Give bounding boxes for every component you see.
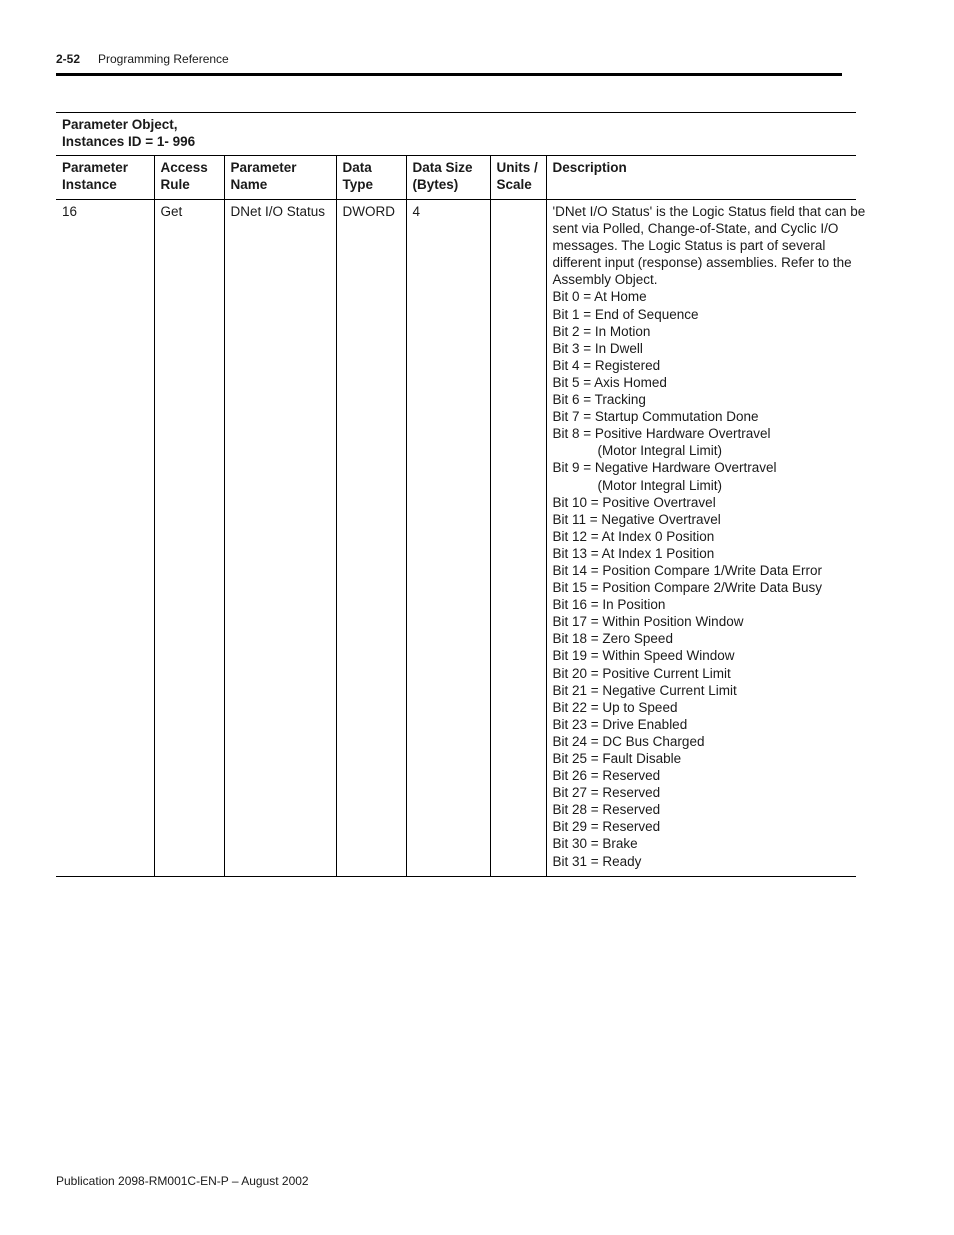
parameter-table [56,155,866,877]
page-header [56,52,229,66]
description-line: Bit 0 = At Home [552,289,647,305]
object-title-line2: Instances ID = 1- 996 [62,134,196,149]
column-header-units-scale: Units / Scale [490,156,546,200]
cell-access-rule: Get [154,200,224,877]
column-header-name: Parameter Name [224,156,336,200]
cell-units-scale [490,200,546,877]
description-line: Bit 23 = Drive Enabled [552,716,688,732]
table-row [56,200,856,877]
description-line: messages. The Logic Status is part of several [552,238,826,254]
column-header-data-type: Data Type [336,156,406,200]
description-line: Bit 9 = Negative Hardware Overtravel [552,460,777,476]
description-line: Bit 4 = Registered [552,357,661,373]
description-line: Bit 12 = At Index 0 Position [552,528,715,544]
description-line: Bit 29 = Reserved [552,819,661,835]
column-header-description: Description [546,156,856,200]
cell-instance: 16 [56,200,154,877]
description-line: 'DNet I/O Status' is the Logic Status field that can be [552,204,866,219]
description-line: Bit 11 = Negative Overtravel [552,511,721,527]
description-line: Bit 7 = Startup Commutation Done [552,409,759,425]
description-line: Bit 20 = Positive Current Limit [552,665,731,681]
header-rule [56,73,842,76]
description-line: Bit 10 = Positive Overtravel [552,494,716,510]
page-number: 2-52 [56,52,81,66]
table-header-row [56,156,856,200]
description-line: different input (response) assemblies. Refer to the [552,255,852,271]
description-line: Bit 15 = Position Compare 2/Write Data Busy [552,580,822,596]
description-line: (Motor Integral Limit) [597,443,723,459]
description-line: sent via Polled, Change-of-State, and Cyclic I/O [552,221,839,237]
object-title-line1: Parameter Object, [62,117,178,132]
description-line: Bit 21 = Negative Current Limit [552,682,737,698]
section-title: Programming Reference [98,52,229,66]
description-line: Assembly Object. [552,272,658,288]
object-title [56,112,856,155]
description-line: Bit 26 = Reserved [552,768,661,784]
description-line: Bit 22 = Up to Speed [552,699,678,715]
parameter-table-section [56,112,866,877]
description-line: Bit 30 = Brake [552,836,638,852]
description-line: Bit 2 = In Motion [552,323,651,339]
description-line: Bit 27 = Reserved [552,785,661,801]
cell-data-type: DWORD [336,200,406,877]
description-line: Bit 8 = Positive Hardware Overtravel [552,426,771,442]
description-line: Bit 1 = End of Sequence [552,306,699,322]
description-line: Bit 6 = Tracking [552,392,646,408]
description-line: Bit 5 = Axis Homed [552,374,667,390]
description-line: Bit 18 = Zero Speed [552,631,673,647]
column-header-instance: Parameter Instance [56,156,154,200]
description-line: Bit 13 = At Index 1 Position [552,545,715,561]
description-line: Bit 31 = Ready [552,853,642,869]
cell-description [546,200,866,877]
cell-data-size: 4 [406,200,490,877]
column-header-data-size: Data Size (Bytes) [406,156,490,200]
description-line: (Motor Integral Limit) [597,477,723,493]
description-line: Bit 17 = Within Position Window [552,614,744,630]
description-line: Bit 28 = Reserved [552,802,661,818]
page-footer: Publication 2098-RM001C-EN-P – August 2002 [56,1174,309,1188]
description-line: Bit 19 = Within Speed Window [552,648,735,664]
description-line: Bit 14 = Position Compare 1/Write Data Error [552,562,822,578]
column-header-access-rule: Access Rule [154,156,224,200]
description-line: Bit 3 = In Dwell [552,340,643,356]
cell-name: DNet I/O Status [224,200,336,877]
description-line: Bit 25 = Fault Disable [552,751,682,766]
description-line: Bit 16 = In Position [552,597,666,613]
description-line: Bit 24 = DC Bus Charged [552,733,705,749]
